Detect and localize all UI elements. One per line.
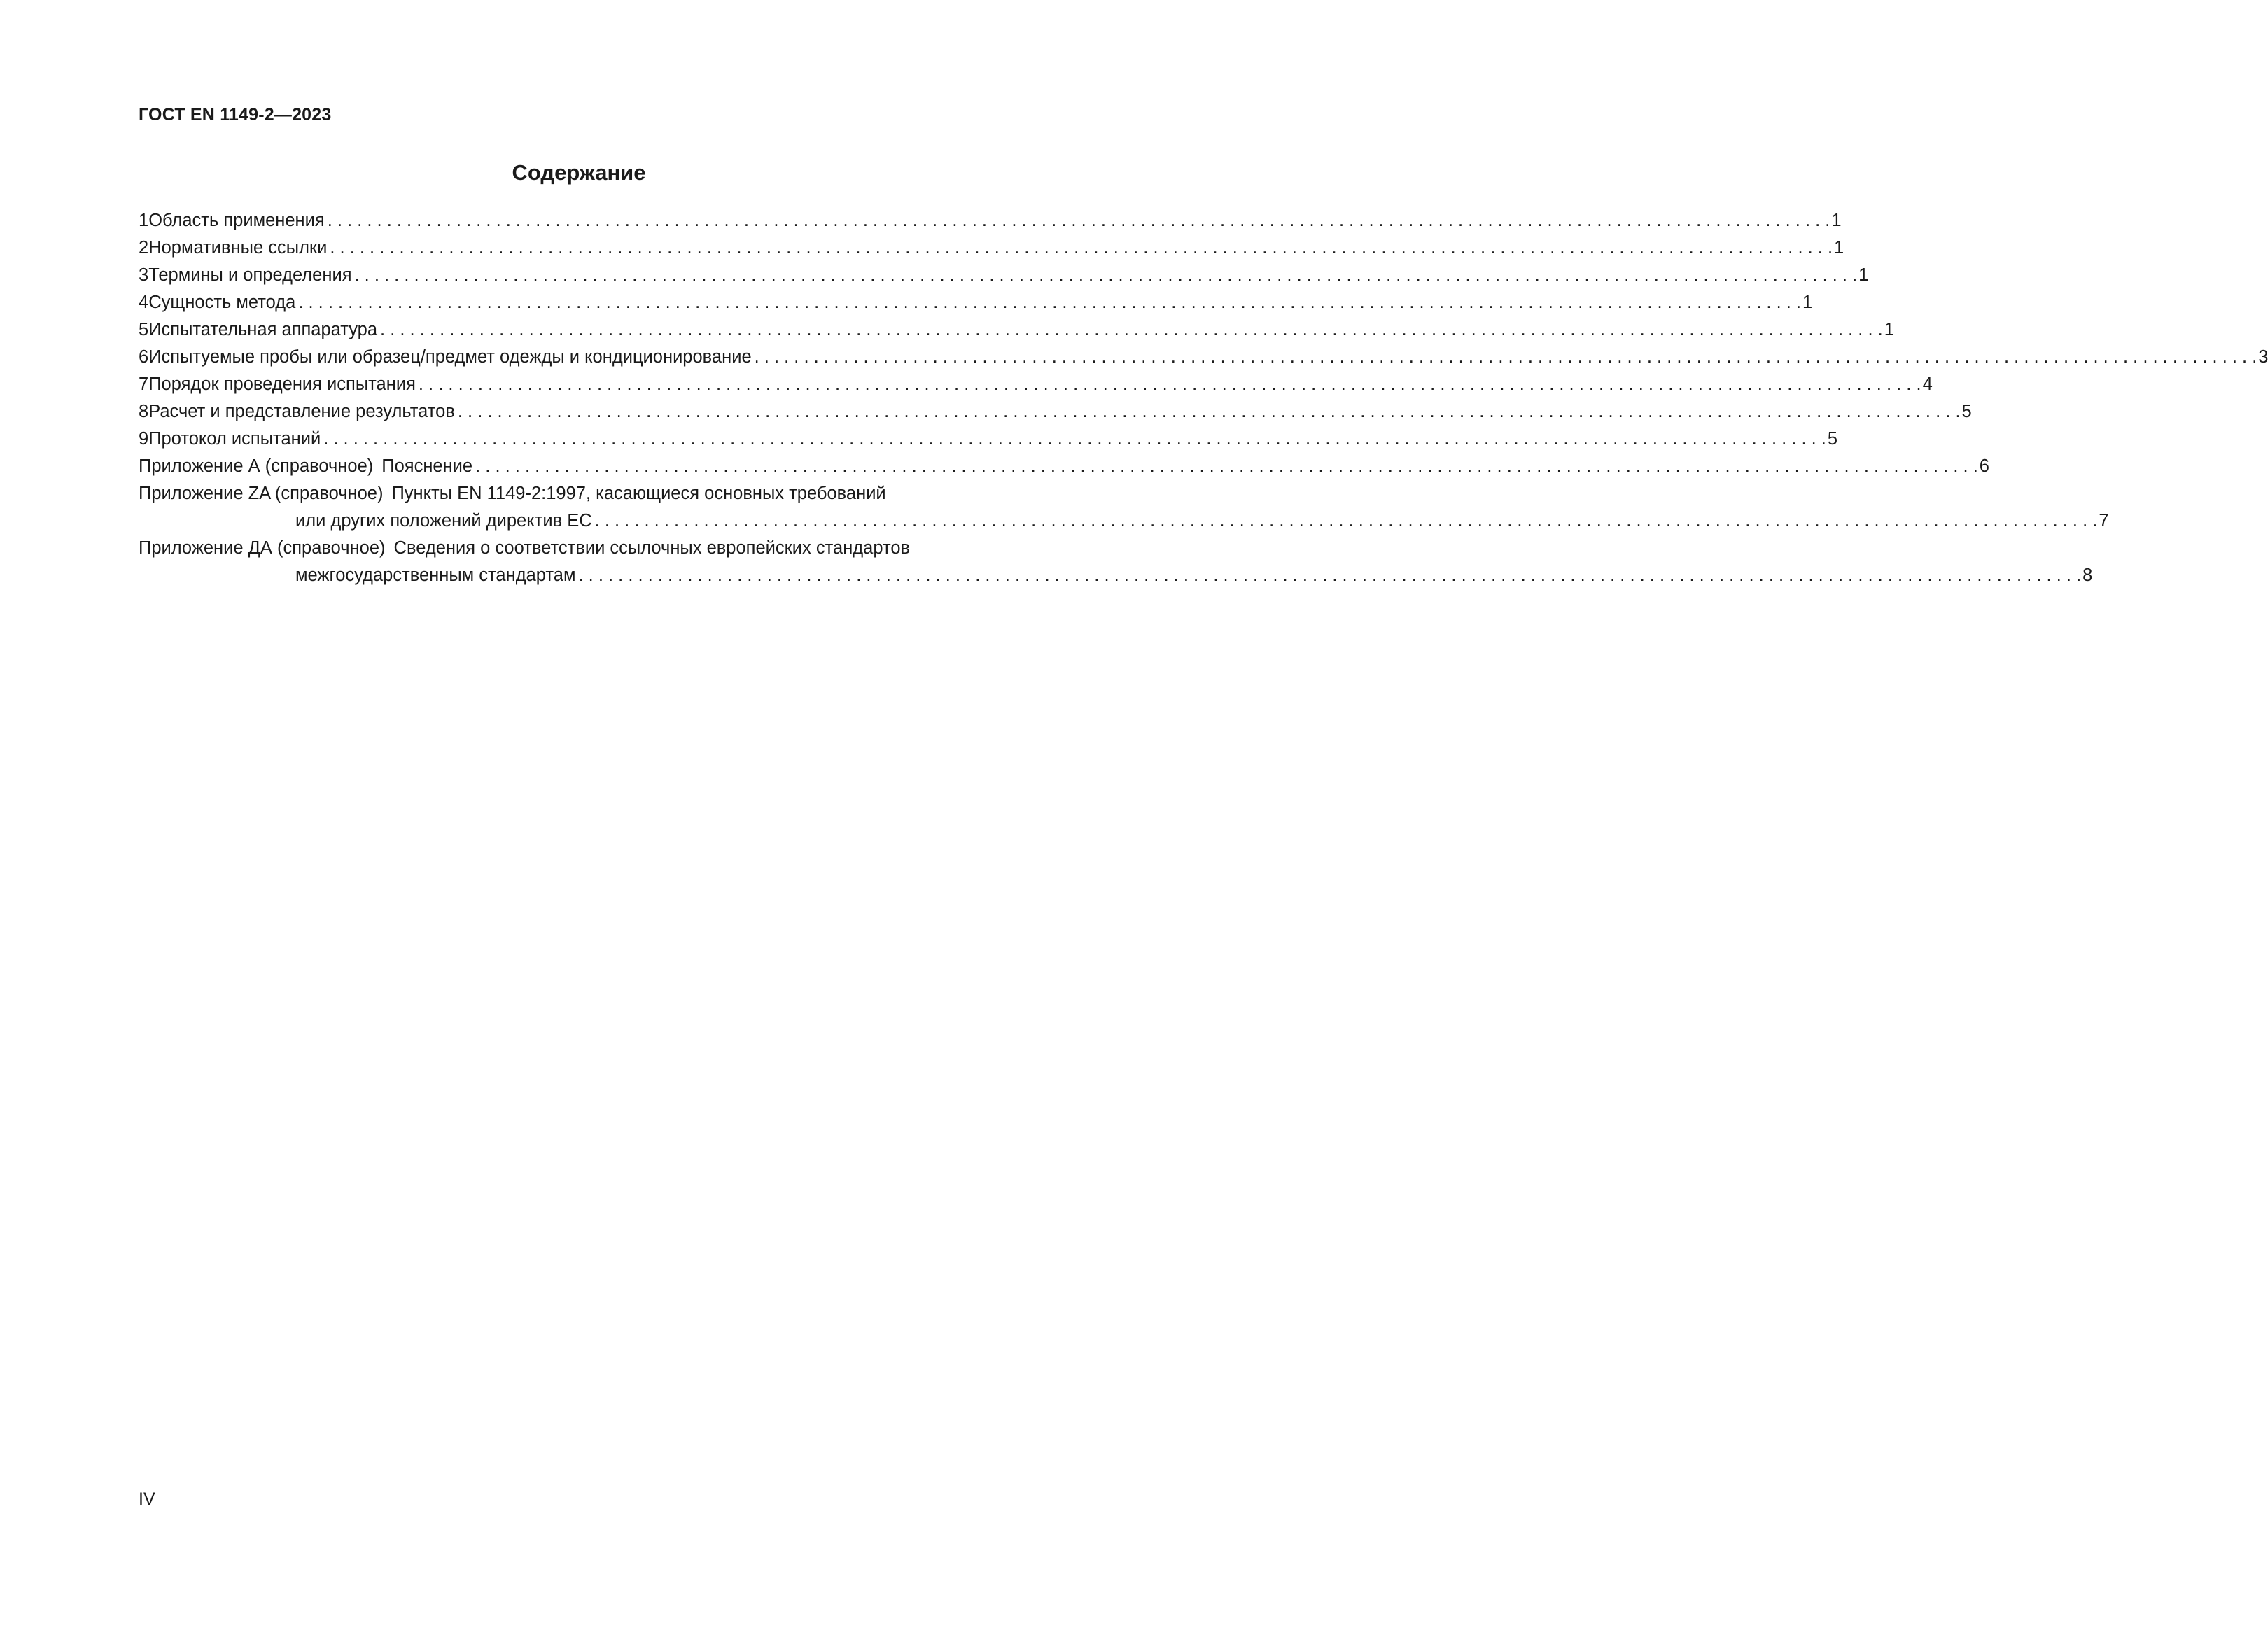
dot-leader [330,234,1833,262]
toc-entry-number: 3 [139,265,149,285]
dot-leader [419,371,1921,398]
toc-annex-a[interactable] [139,453,1989,480]
dot-leader [380,316,1883,344]
dot-leader [458,398,1961,426]
toc-entry-number: 4 [139,293,149,312]
toc-entry-number: 9 [139,429,149,449]
annex-title: Пояснение [382,456,473,476]
toc-entry-8[interactable] [139,398,1972,426]
toc-entry-page: 1 [1831,211,1842,230]
annex-label: Приложение ZA (справочное) [139,484,384,503]
dot-leader [355,262,1858,289]
dot-leader [595,507,2098,535]
toc-entry-page: 4 [1922,374,1933,394]
toc-entry-number: 5 [139,320,149,339]
toc-entry-6[interactable] [139,344,2268,371]
toc-annex-da[interactable] [139,535,1082,562]
toc-annex-da-continuation[interactable] [139,562,2093,589]
toc-entry-page: 5 [1961,402,1972,421]
dot-leader [475,453,1978,480]
toc-entry-3[interactable] [139,262,1869,289]
toc-entry-page: 5 [1827,429,1838,449]
toc-entry-title: Нормативные ссылки [148,238,328,258]
toc-entry-number: 6 [139,347,149,367]
toc-entry-7[interactable] [139,371,1933,398]
toc-entry-number: 2 [139,238,149,258]
toc-entry-title: Протокол испытаний [148,429,321,449]
annex-title-continuation: межгосударственным стандартам [295,565,576,585]
toc-entry-9[interactable] [139,426,1838,453]
toc-annex-za[interactable] [139,480,1082,507]
toc-entry-title: Испытуемые пробы или образец/предмет одежды и кондиционирование [148,347,752,367]
table-of-contents [139,207,2268,589]
toc-entry-page: 3 [2258,347,2268,367]
toc-annex-za-continuation[interactable] [139,507,2109,535]
toc-entry-title: Порядок проведения испытания [148,374,416,394]
annex-title-continuation: или других положений директив ЕС [295,511,592,531]
toc-entry-page: 1 [1858,265,1869,285]
dot-leader [298,289,1801,316]
toc-entry-page: 1 [1834,238,1844,258]
annex-label: Приложение ДА (справочное) [139,538,386,558]
dot-leader [755,344,2258,371]
toc-entry-page: 6 [1979,456,1989,476]
toc-entry-number: 1 [139,211,149,230]
toc-entry-title: Область применения [148,211,325,230]
toc-entry-4[interactable] [139,289,1813,316]
document-id: ГОСТ EN 1149-2—2023 [139,105,332,125]
toc-entry-page: 1 [1802,293,1813,312]
toc-entry-title: Сущность метода [148,293,296,312]
toc-entry-number: 7 [139,374,149,394]
toc-entry-5[interactable] [139,316,1894,344]
annex-label: Приложение А (справочное) [139,456,374,476]
toc-entry-page: 7 [2099,511,2109,531]
toc-entry-page: 1 [1884,320,1894,339]
toc-entry-2[interactable] [139,234,1844,262]
toc-entry-title: Испытательная аппаратура [148,320,378,339]
annex-title: Сведения о соответствии ссылочных европейских стандартов [393,538,911,558]
toc-entry-title: Расчет и представление результатов [148,402,455,421]
toc-entry-1[interactable] [139,207,1842,234]
dot-leader [323,426,1826,453]
page-number: IV [139,1489,155,1509]
annex-title: Пункты EN 1149-2:1997, касающиеся основных требований [391,484,886,503]
dot-leader [328,207,1830,234]
toc-entry-page: 8 [2082,565,2093,585]
toc-entry-title: Термины и определения [148,265,352,285]
toc-title: Содержание [512,160,646,185]
toc-entry-number: 8 [139,402,149,421]
dot-leader [578,562,2081,589]
